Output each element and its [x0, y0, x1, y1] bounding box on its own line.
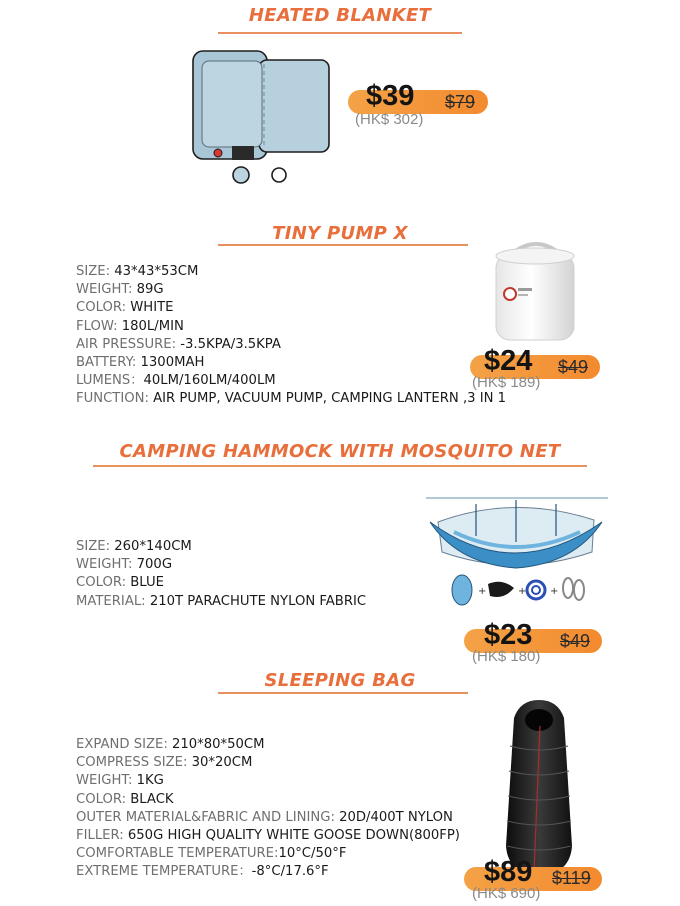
spec-row: COLOR: BLACK	[76, 791, 174, 807]
title-divider	[218, 32, 462, 34]
tiny-pump-image	[486, 238, 586, 344]
hammock-image	[424, 492, 610, 614]
tiny-pump-title: TINY PUMP X	[272, 223, 408, 244]
current-price: $39	[366, 80, 415, 112]
spec-row: SIZE: 260*140CM	[76, 539, 192, 554]
spec-row: SIZE: 43*43*53CM	[76, 264, 199, 279]
title-divider	[218, 692, 468, 694]
hkd-price: (HK$ 690)	[472, 885, 541, 902]
spec-row: WEIGHT: 89G	[76, 282, 164, 298]
original-price: $49	[558, 357, 589, 377]
spec-row: COMFORTABLE TEMPERATURE:10°C/50°F	[76, 846, 347, 862]
original-price: $49	[560, 631, 591, 651]
sleeping-bag-title: SLEEPING BAG	[264, 670, 416, 691]
svg-text:+: +	[550, 586, 559, 597]
svg-text:+: +	[518, 586, 527, 597]
spec-row: COLOR: WHITE	[76, 300, 174, 316]
spec-row: FLOW: 180L/MIN	[76, 318, 184, 334]
original-price: $79	[445, 92, 476, 112]
spec-row: FUNCTION: AIR PUMP, VACUUM PUMP, CAMPING LANTERN ,3 IN 1	[76, 391, 507, 407]
current-price: $24	[484, 345, 533, 377]
hkd-price: (HK$ 189)	[472, 374, 541, 391]
hammock-title: CAMPING HAMMOCK WITH MOSQUITO NET	[119, 441, 561, 462]
sleeping-bag-specs	[76, 736, 460, 882]
spec-row: EXTREME TEMPERATURE：-8°C/17.6°F	[76, 864, 329, 880]
spec-row: AIR PRESSURE: -3.5KPA/3.5KPA	[76, 336, 281, 352]
tiny-pump-specs	[76, 263, 506, 409]
spec-row: EXPAND SIZE: 210*80*50CM	[76, 737, 265, 752]
hkd-price: (HK$ 302)	[355, 111, 424, 128]
svg-text:+: +	[478, 586, 487, 597]
spec-row: FILLER: 650G HIGH QUALITY WHITE GOOSE DOWN(800FP)	[76, 828, 460, 844]
spec-row: WEIGHT: 1KG	[76, 773, 164, 789]
current-price: $23	[484, 619, 533, 651]
spec-row: COLOR: BLUE	[76, 575, 164, 591]
sleeping-bag-image	[500, 696, 578, 880]
heated-blanket-title: HEATED BLANKET	[248, 5, 432, 26]
current-price: $89	[484, 856, 533, 888]
title-divider	[218, 244, 468, 246]
hkd-price: (HK$ 180)	[472, 648, 541, 665]
title-divider	[93, 465, 587, 467]
hammock-specs	[76, 538, 366, 611]
spec-row: MATERIAL: 210T PARACHUTE NYLON FABRIC	[76, 593, 367, 609]
spec-row: WEIGHT: 700G	[76, 557, 173, 573]
heated-blanket-image	[188, 46, 338, 186]
spec-row: BATTERY: 1300MAH	[76, 355, 205, 371]
spec-row: COMPRESS SIZE: 30*20CM	[76, 755, 253, 771]
spec-row: LUMENS：40LM/160LM/400LM	[76, 373, 276, 389]
original-price: $119	[552, 868, 591, 888]
spec-row: OUTER MATERIAL&FABRIC AND LINING: 20D/400T NYLON	[76, 809, 453, 825]
